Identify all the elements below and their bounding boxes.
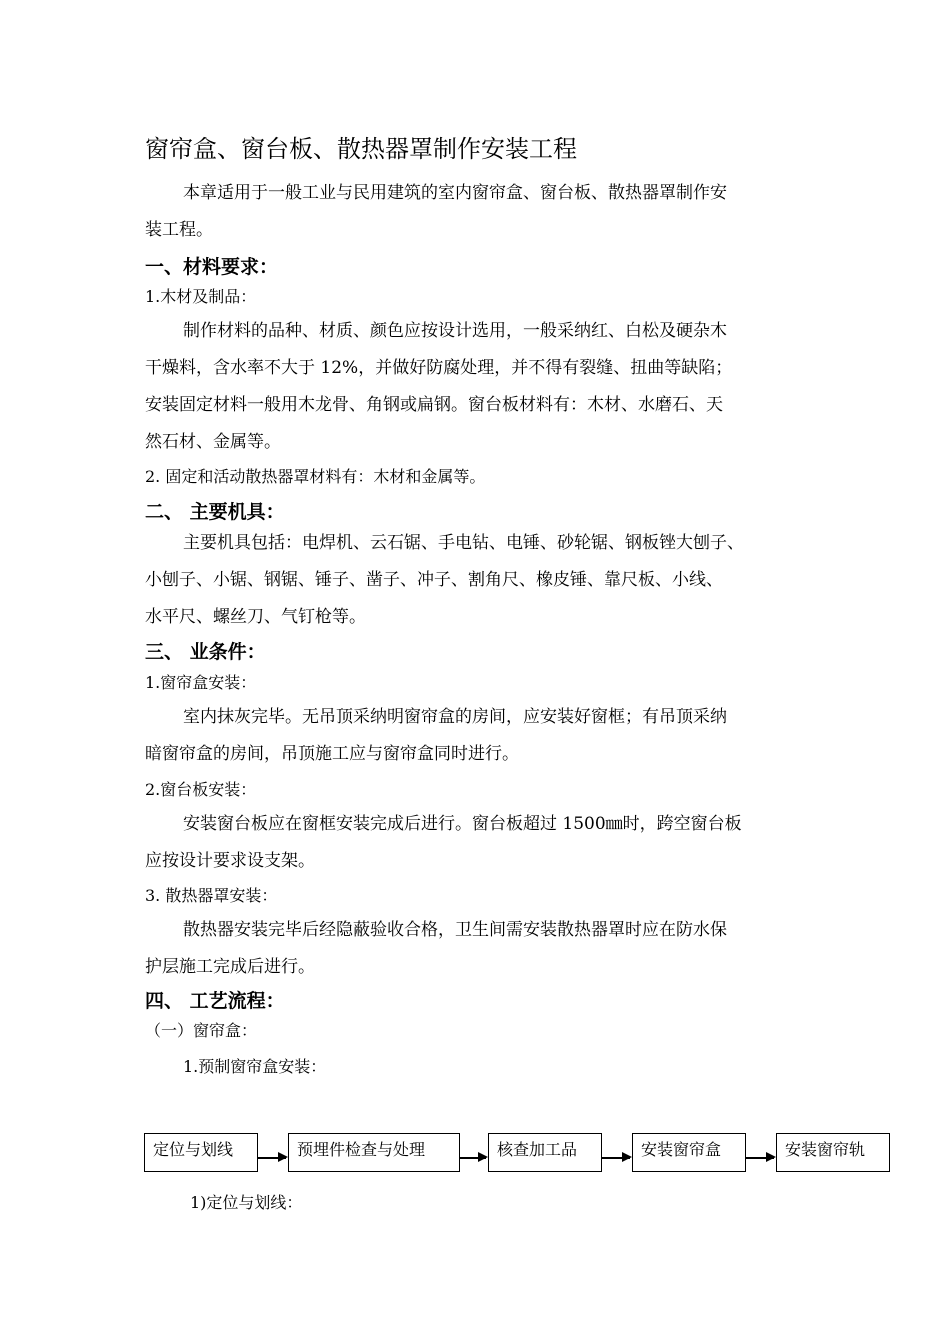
- section-3-item-2-text-2: 应按设计要求设支架。: [145, 851, 315, 871]
- section-3-item-2: 2.窗台板安装：: [145, 780, 257, 799]
- page-title: 窗帘盒、窗台板、散热器罩制作安装工程: [145, 135, 577, 163]
- section-1-text-2: 干燥料，含水率不大于 12%，并做好防腐处理，并不得有裂缝、扭曲等缺陷；: [145, 358, 733, 378]
- section-1-heading: 一、材料要求：: [145, 256, 279, 278]
- flow-step-1: 定位与划线: [144, 1133, 258, 1172]
- flow-arrow-2: [460, 1157, 486, 1159]
- section-3-item-3: 3. 散热器罩安装：: [145, 886, 278, 905]
- section-3-item-3-text-2: 护层施工完成后进行。: [145, 957, 315, 977]
- section-3-item-3-text-1: 散热器安装完毕后经隐蔽验收合格，卫生间需安装散热器罩时应在防水保: [183, 920, 727, 940]
- section-1-item-2: 2. 固定和活动散热器罩材料有：木材和金属等。: [145, 467, 486, 486]
- section-2-heading: 二、 主要机具：: [145, 501, 285, 523]
- flow-arrow-3: [602, 1157, 630, 1159]
- section-4-sub-1-item: 1.预制窗帘盒安装：: [183, 1057, 327, 1076]
- intro-line-2: 装工程。: [145, 220, 213, 240]
- flow-step-4: 安装窗帘盒: [632, 1133, 746, 1172]
- flow-arrow-1: [258, 1157, 286, 1159]
- flow-step-5: 安装窗帘轨: [776, 1133, 890, 1172]
- section-3-item-1-text-1: 室内抹灰完毕。无吊顶采纳明窗帘盒的房间，应安装好窗框；有吊顶采纳: [183, 707, 727, 727]
- section-1-text-3: 安装固定材料一般用木龙骨、角钢或扁钢。窗台板材料有：木材、水磨石、天: [145, 395, 723, 415]
- section-1-item-1: 1.木材及制品：: [145, 287, 257, 306]
- section-3-item-2-text-1: 安装窗台板应在窗框安装完成后进行。窗台板超过 1500㎜时，跨空窗台板: [183, 814, 742, 834]
- section-4-sub-1: （一）窗帘盒：: [145, 1021, 258, 1040]
- section-2-text-2: 小刨子、小锯、钢锯、锤子、凿子、冲子、割角尺、橡皮锤、靠尺板、小线、: [145, 570, 723, 590]
- section-3-item-1: 1.窗帘盒安装：: [145, 673, 257, 692]
- flow-step-3: 核查加工品: [488, 1133, 602, 1172]
- section-2-text-1: 主要机具包括：电焊机、云石锯、手电钻、电锤、砂轮锯、钢板锉大刨子、: [183, 533, 744, 553]
- section-1-text-1: 制作材料的品种、材质、颜色应按设计选用，一般采纳红、白松及硬杂木: [183, 321, 727, 341]
- section-2-text-3: 水平尺、螺丝刀、气钉枪等。: [145, 607, 366, 627]
- section-3-heading: 三、 业条件：: [145, 641, 266, 663]
- section-3-item-1-text-2: 暗窗帘盒的房间，吊顶施工应与窗帘盒同时进行。: [145, 744, 519, 764]
- intro-line-1: 本章适用于一般工业与民用建筑的室内窗帘盒、窗台板、散热器罩制作安: [183, 183, 727, 203]
- section-1-text-4: 然石材、金属等。: [145, 432, 281, 452]
- section-4-heading: 四、 工艺流程：: [145, 990, 285, 1012]
- flow-arrow-4: [746, 1157, 774, 1159]
- step-1-heading: 1)定位与划线：: [190, 1193, 303, 1212]
- flow-step-2: 预埋件检查与处理: [288, 1133, 460, 1172]
